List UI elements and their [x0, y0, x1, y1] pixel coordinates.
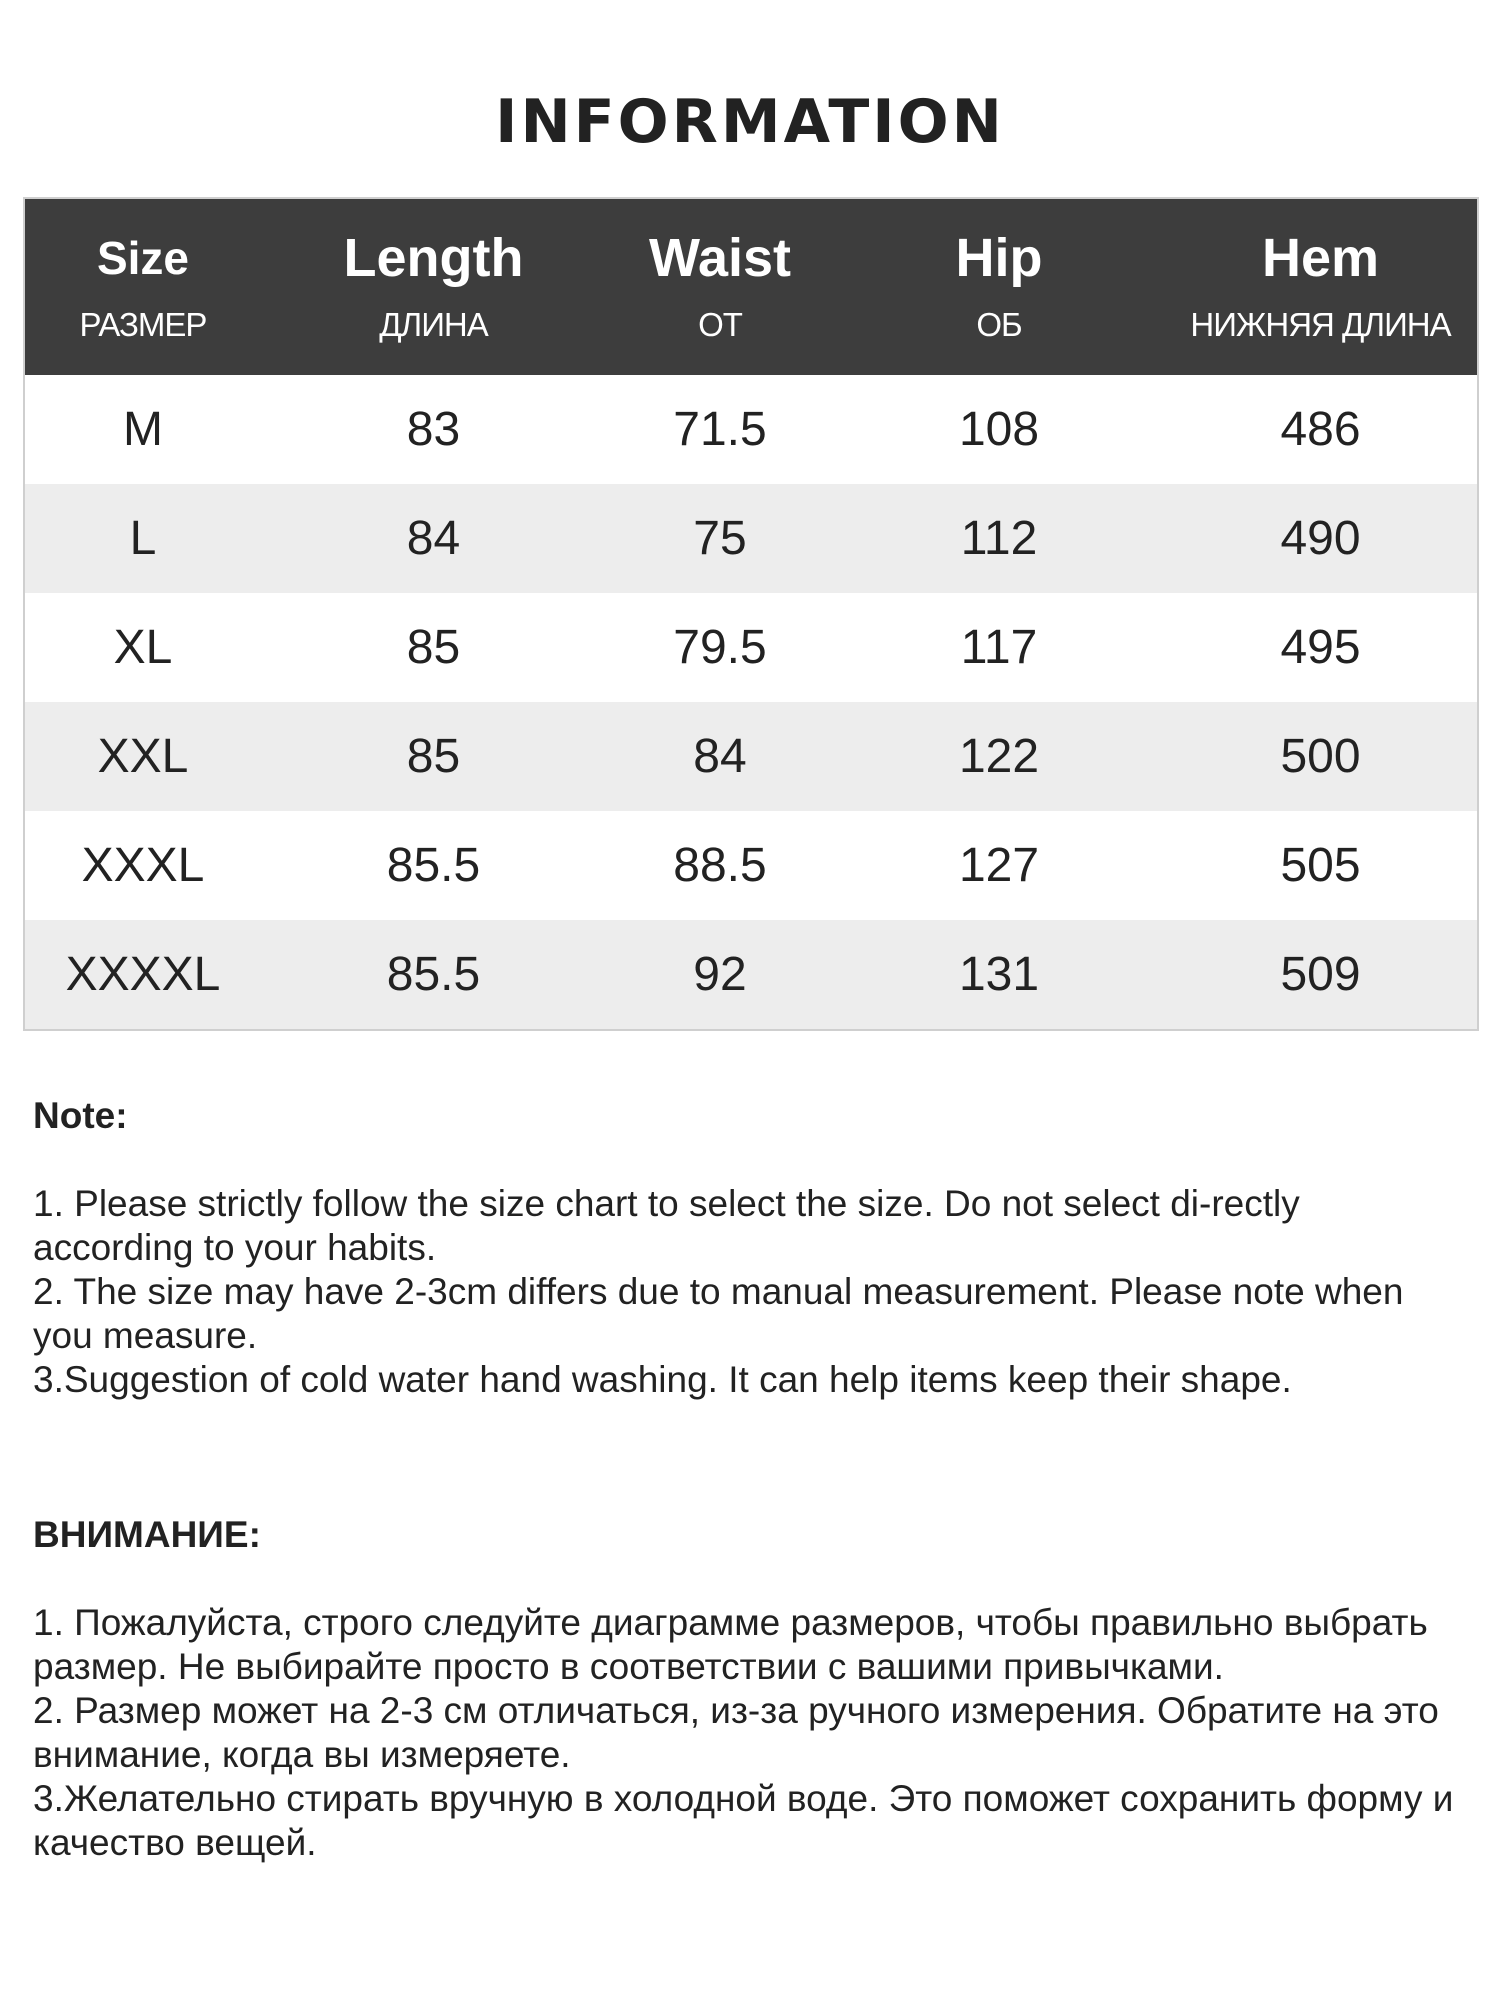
- cell-length: 85: [406, 730, 461, 783]
- header-label-ru: РАЗМЕР: [79, 306, 207, 343]
- header-label-en: Waist: [648, 228, 791, 288]
- cell-length: 85.5: [386, 839, 481, 892]
- table-row: [25, 811, 1477, 920]
- header-label-en: Length: [343, 228, 524, 288]
- table-row: [25, 375, 1477, 484]
- cell-size: XXXL: [81, 839, 205, 892]
- cell-waist: 88.5: [673, 839, 767, 892]
- cell-length: 85: [406, 621, 461, 674]
- cell-size: L: [129, 512, 157, 565]
- note-heading: Note:: [33, 1095, 128, 1136]
- cell-waist: 71.5: [673, 403, 767, 456]
- note-item: 1. Please strictly follow the size chart to select the size. Do not select di-rectly according to your habits.: [33, 1183, 1300, 1268]
- header-label-en: Hip: [955, 228, 1043, 288]
- size-chart-table: [23, 197, 1479, 1031]
- cell-waist: 75: [693, 512, 747, 565]
- cell-hip: 117: [960, 621, 1038, 674]
- header-label-ru: ОБ: [976, 306, 1022, 343]
- header-hip: [834, 199, 1164, 375]
- table-header: [25, 199, 1477, 375]
- cell-hip: 127: [958, 839, 1040, 892]
- note-item: 1. Пожалуйста, строго следуйте диаграмме размеров, чтобы правильно выбрать размер. Не выбирайте просто в соответствии с вашими привычками.: [33, 1602, 1428, 1687]
- cell-length: 85.5: [386, 948, 481, 1001]
- table-row: [25, 593, 1477, 702]
- cell-hem: 505: [1280, 839, 1361, 892]
- cell-hip: 112: [960, 512, 1038, 565]
- header-label-ru: ОТ: [698, 306, 742, 343]
- cell-waist: 92: [693, 948, 747, 1001]
- table-row: [25, 702, 1477, 811]
- cell-hem: 500: [1280, 730, 1361, 783]
- header-hem: [1164, 199, 1477, 375]
- header-size: [25, 199, 261, 375]
- table-row: [25, 920, 1477, 1029]
- note-item: 3.Suggestion of cold water hand washing. It can help items keep their shape.: [33, 1359, 1292, 1400]
- page-title: INFORMATION: [495, 87, 1005, 157]
- header-label-ru: ДЛИНА: [379, 306, 488, 343]
- header-label-en: Hem: [1261, 228, 1380, 288]
- cell-length: 83: [406, 403, 461, 456]
- note-section-en: [33, 1094, 1463, 1402]
- note-heading: ВНИМАНИЕ:: [33, 1514, 261, 1555]
- cell-hip: 108: [958, 403, 1040, 456]
- cell-hem: 509: [1280, 948, 1361, 1001]
- header-label-en: Size: [96, 232, 190, 284]
- note-item: 2. The size may have 2-3cm differs due to manual measurement. Please note when you measure.: [33, 1271, 1404, 1356]
- cell-size: M: [123, 403, 163, 456]
- note-section-ru: [33, 1513, 1463, 1865]
- cell-hem: 495: [1280, 621, 1361, 674]
- table-row: [25, 484, 1477, 593]
- cell-size: XXXXL: [65, 948, 221, 1001]
- header-waist: [606, 199, 834, 375]
- cell-size: XL: [113, 621, 173, 674]
- note-item: 3.Желательно стирать вручную в холодной воде. Это поможет сохранить форму и качество вещей.: [33, 1778, 1454, 1863]
- cell-hem: 490: [1280, 512, 1361, 565]
- cell-waist: 79.5: [673, 621, 767, 674]
- cell-waist: 84: [693, 730, 747, 783]
- cell-hem: 486: [1280, 403, 1361, 456]
- cell-hip: 122: [958, 730, 1040, 783]
- note-item: 2. Размер может на 2-3 см отличаться, из-за ручного измерения. Обратите на это внимание, когда вы измеряете.: [33, 1690, 1439, 1775]
- cell-size: XXL: [97, 730, 189, 783]
- cell-hip: 131: [958, 948, 1040, 1001]
- header-label-ru: НИЖНЯЯ ДЛИНА: [1190, 306, 1451, 343]
- cell-length: 84: [406, 512, 461, 565]
- header-length: [261, 199, 606, 375]
